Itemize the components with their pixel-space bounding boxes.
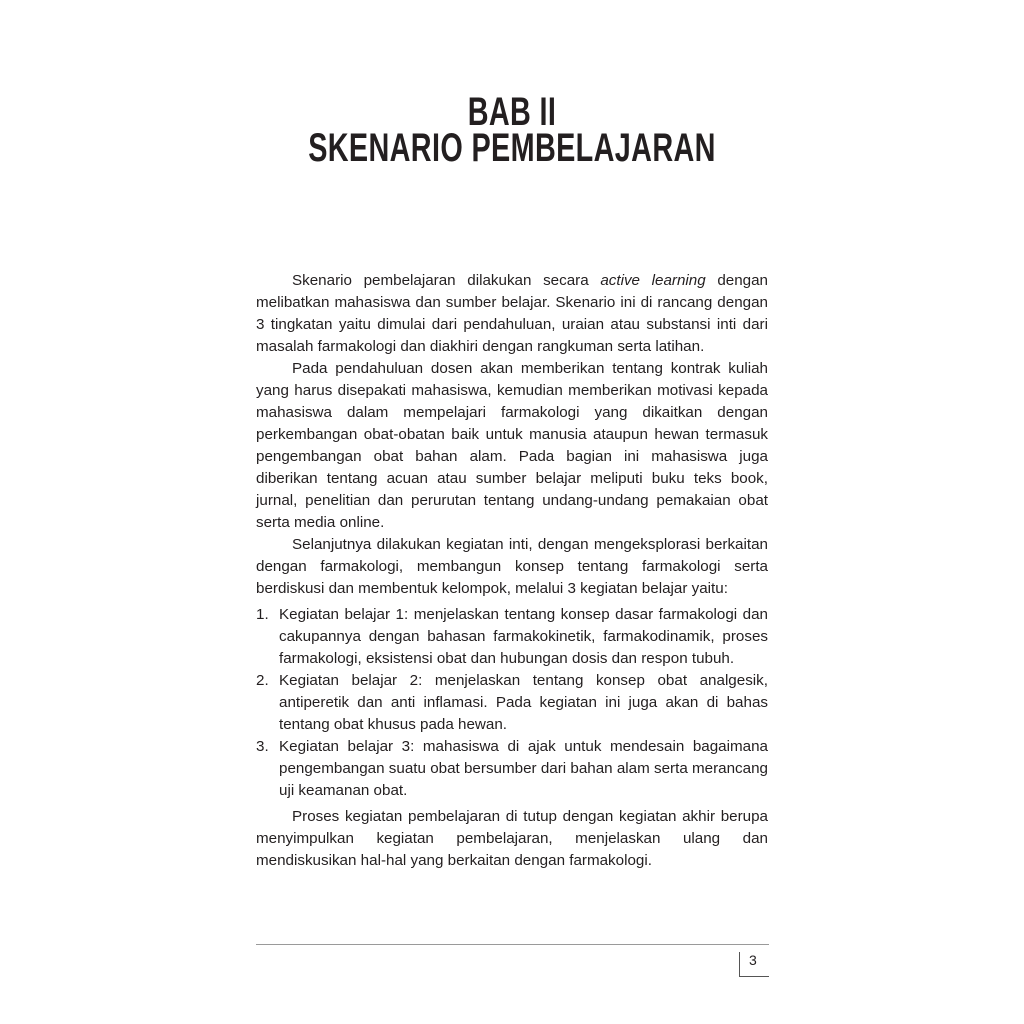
footer-rule — [256, 944, 769, 945]
activity-list — [256, 604, 768, 802]
chapter-title: SKENARIO PEMBELAJARAN — [308, 126, 716, 170]
text-run: Skenario pembelajaran dilakukan secara — [292, 272, 601, 289]
chapter-label: BAB II — [467, 90, 557, 134]
chapter-heading — [0, 90, 1024, 170]
closing-paragraph: Proses kegiatan pembelajaran di tutup dengan kegiatan akhir berupa menyimpulkan kegiatan pembelajaran, menjelaskan ulang dan mendiskusikan hal-hal yang berkaitan dengan farmakologi. — [256, 808, 768, 869]
list-text: Kegiatan belajar 2: menjelaskan tentang konsep obat analgesik, antiperetik dan anti inflamasi. Pada kegiatan ini juga akan di bahas tentang obat khusus pada hewan. — [279, 672, 768, 733]
italic-term: active learning — [600, 272, 706, 289]
list-number: 2. — [256, 672, 269, 689]
paragraph: Pada pendahuluan dosen akan memberikan tentang kontrak kuliah yang harus disepakati mahasiswa, kemudian memberikan motivasi kepada mahasiswa dalam mempelajari farmakologi yang dikaitkan dengan perkembangan obat-obatan baik untuk manusia ataupun hewan termasuk pengembangan obat bahan alam. Pada bagian ini mahasiswa juga diberikan tentang acuan atau sumber belajar meliputi buku teks book, jurnal, penelitian dan perurutan tentang undang-undang pemakaian obat serta media online. — [256, 360, 768, 531]
list-number: 3. — [256, 738, 269, 755]
paragraph: Selanjutnya dilakukan kegiatan inti, dengan mengeksplorasi berkaitan dengan farmakologi, membangun konsep tentang farmakologi serta berdiskusi dan membentuk kelompok, melalui 3 kegiatan belajar yaitu: — [256, 536, 768, 597]
list-number: 1. — [256, 606, 269, 623]
paragraph — [256, 270, 768, 358]
list-item — [256, 736, 768, 802]
list-text: Kegiatan belajar 1: menjelaskan tentang konsep dasar farmakologi dan cakupannya dengan bahasan farmakokinetik, farmakodinamik, proses farmakologi, eksistensi obat dan hubungan dosis dan respon tubuh. — [279, 606, 768, 667]
page-number: 3 — [749, 952, 757, 968]
list-item — [256, 670, 768, 736]
list-text: Kegiatan belajar 3: mahasiswa di ajak untuk mendesain bagaimana pengembangan suatu obat bersumber dari bahan alam serta merancang uji keamanan obat. — [279, 738, 768, 799]
body-text — [256, 270, 768, 872]
list-item — [256, 604, 768, 670]
text-run: dengan melibatkan mahasiswa dan sumber belajar. Skenario ini di rancang dengan 3 tingkatan yaitu dimulai dari pendahuluan, uraian atau substansi inti dari masalah farmakologi dan diakhiri dengan rangkuman serta latihan. — [256, 272, 768, 355]
